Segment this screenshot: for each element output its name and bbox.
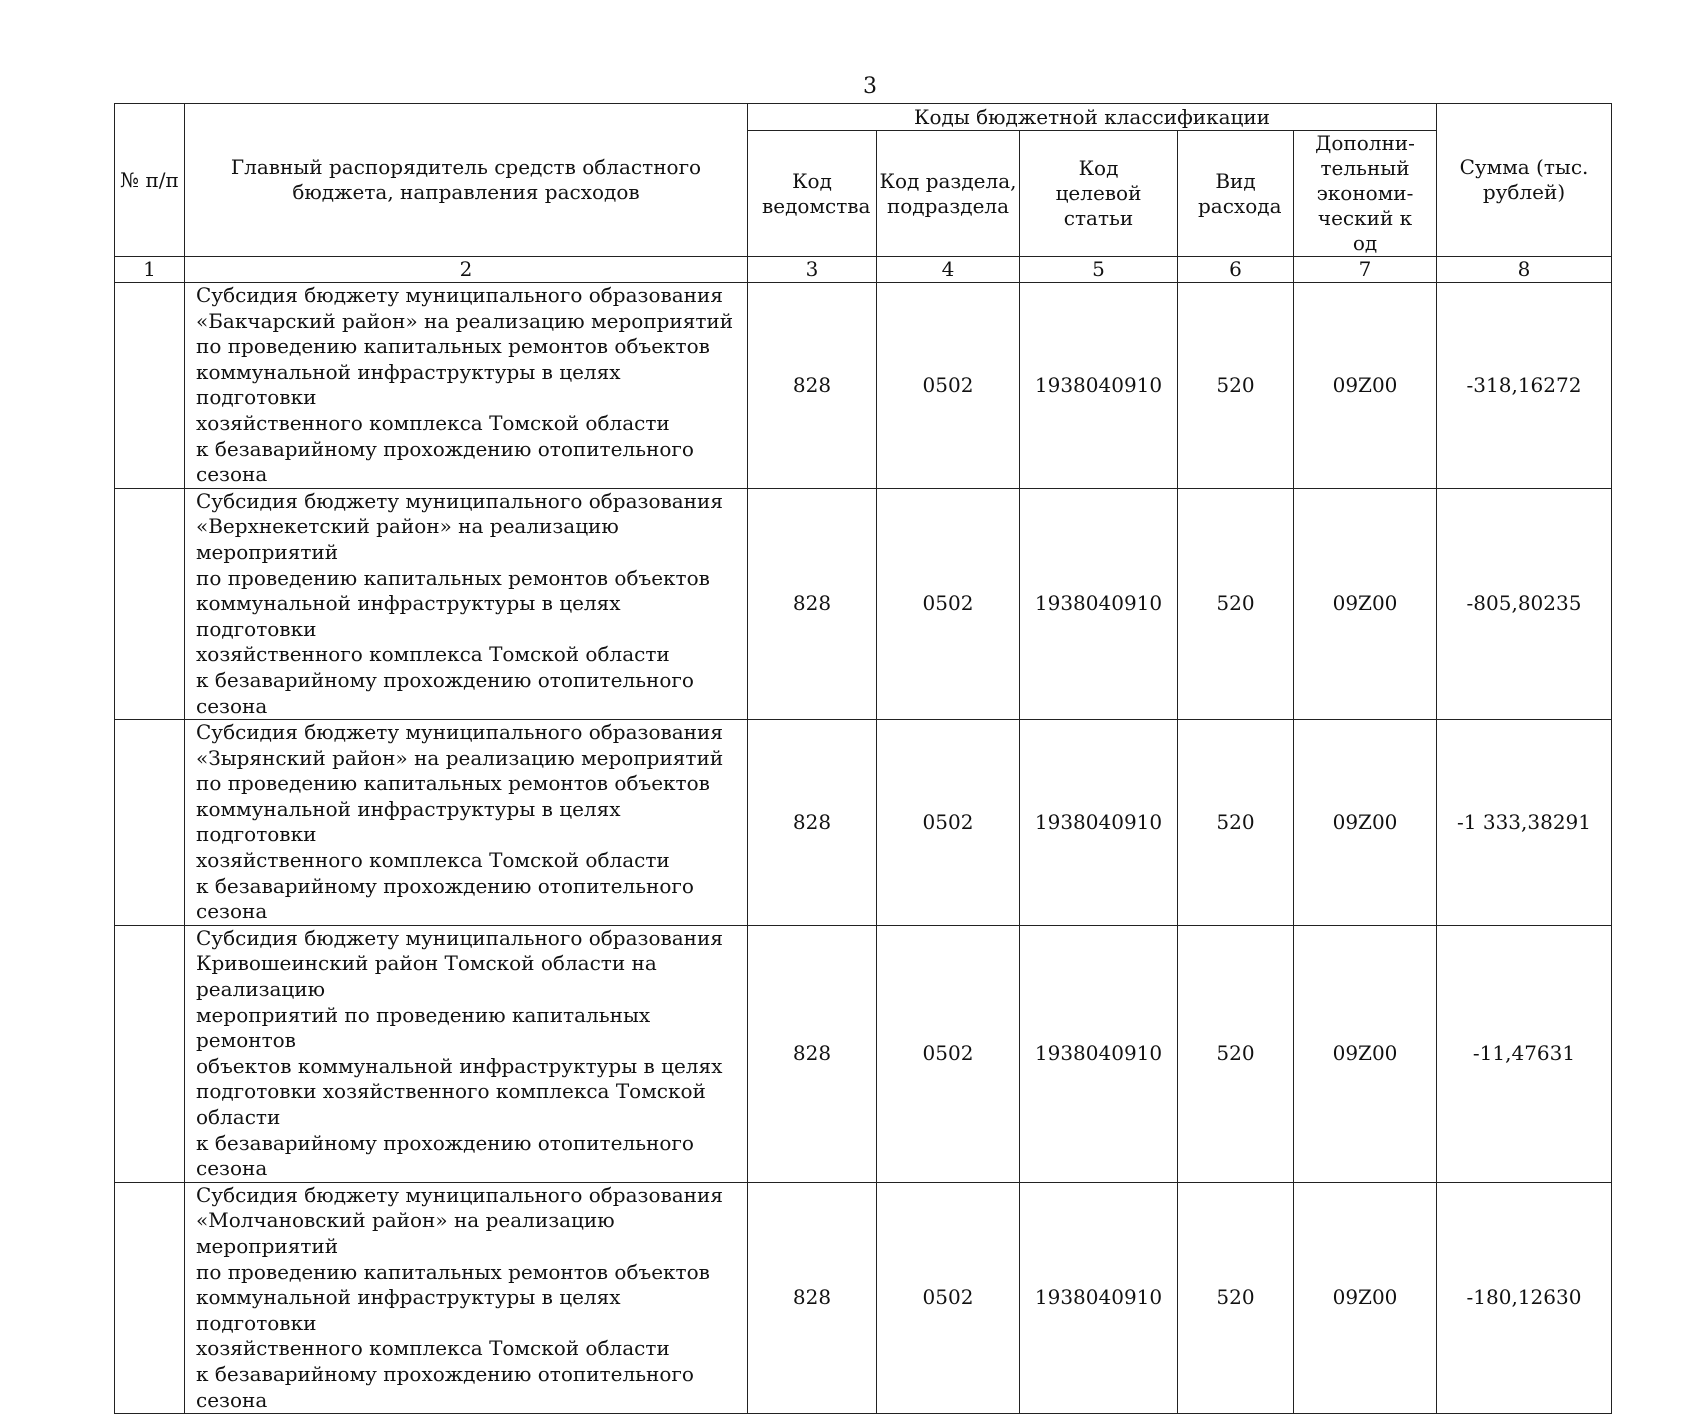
row-num: [115, 1182, 185, 1413]
col-number: 1: [115, 257, 185, 283]
table-row: [115, 1182, 1612, 1413]
row-num: [115, 283, 185, 489]
row-dept-code: 828: [748, 488, 877, 719]
header-main: Главный распорядитель средств областного бюджета, направления расходов: [185, 104, 748, 257]
row-expense-type: 520: [1178, 720, 1294, 926]
header-section-code: Код раздела, подраздела: [877, 131, 1020, 257]
row-description: Субсидия бюджету муниципального образования «Верхнекетский район» на реализацию мероприятий по проведению капитальных ремонтов объектов коммунальной инфраструктуры в целях подготовки хозяйственного комплекса Томской области к безаварийному прохождению отопительного сезона: [185, 488, 748, 719]
table-row: [115, 488, 1612, 719]
row-section-code: 0502: [877, 1182, 1020, 1413]
row-target-code: 1938040910: [1020, 1182, 1178, 1413]
row-expense-type: 520: [1178, 488, 1294, 719]
row-extra-code: 09Z00: [1294, 925, 1437, 1182]
header-num: № п/п: [115, 104, 185, 257]
row-section-code: 0502: [877, 488, 1020, 719]
row-sum: -805,80235: [1437, 488, 1612, 719]
row-extra-code: 09Z00: [1294, 720, 1437, 926]
row-section-code: 0502: [877, 925, 1020, 1182]
header-codes-group: Коды бюджетной классификации: [748, 104, 1437, 131]
header-extra-code: Дополни-тельный экономи-ческий код: [1294, 131, 1437, 257]
budget-table: [114, 103, 1612, 1414]
row-sum: -318,16272: [1437, 283, 1612, 489]
page-number: 3: [863, 74, 877, 99]
row-dept-code: 828: [748, 1182, 877, 1413]
table-row: [115, 925, 1612, 1182]
row-expense-type: 520: [1178, 925, 1294, 1182]
row-expense-type: 520: [1178, 283, 1294, 489]
row-section-code: 0502: [877, 283, 1020, 489]
row-extra-code: 09Z00: [1294, 488, 1437, 719]
row-num: [115, 925, 185, 1182]
row-section-code: 0502: [877, 720, 1020, 926]
row-dept-code: 828: [748, 925, 877, 1182]
col-number: 2: [185, 257, 748, 283]
row-target-code: 1938040910: [1020, 720, 1178, 926]
row-target-code: 1938040910: [1020, 283, 1178, 489]
row-extra-code: 09Z00: [1294, 283, 1437, 489]
col-number: 6: [1178, 257, 1294, 283]
row-description: Субсидия бюджету муниципального образования «Бакчарский район» на реализацию мероприятий по проведению капитальных ремонтов объектов коммунальной инфраструктуры в целях подготовки хозяйственного комплекса Томской области к безаварийному прохождению отопительного сезона: [185, 283, 748, 489]
row-target-code: 1938040910: [1020, 925, 1178, 1182]
row-description: Субсидия бюджету муниципального образования «Молчановский район» на реализацию мероприятий по проведению капитальных ремонтов объектов коммунальной инфраструктуры в целях подготовки хозяйственного комплекса Томской области к безаварийному прохождению отопительного сезона: [185, 1182, 748, 1413]
row-sum: -180,12630: [1437, 1182, 1612, 1413]
table-header: [115, 104, 1612, 283]
header-expense-type: Вид расхода: [1178, 131, 1294, 257]
row-expense-type: 520: [1178, 1182, 1294, 1413]
row-sum: -11,47631: [1437, 925, 1612, 1182]
row-num: [115, 488, 185, 719]
column-number-row: [115, 257, 1612, 283]
row-dept-code: 828: [748, 720, 877, 926]
row-dept-code: 828: [748, 283, 877, 489]
row-description: Субсидия бюджету муниципального образования Кривошеинский район Томской области на реализацию мероприятий по проведению капитальных ремонтов объектов коммунальной инфраструктуры в целях подготовки хозяйственного комплекса Томской области к безаварийному прохождению отопительного сезона: [185, 925, 748, 1182]
row-extra-code: 09Z00: [1294, 1182, 1437, 1413]
row-num: [115, 720, 185, 926]
row-description: Субсидия бюджету муниципального образования «Зырянский район» на реализацию мероприятий по проведению капитальных ремонтов объектов коммунальной инфраструктуры в целях подготовки хозяйственного комплекса Томской области к безаварийному прохождению отопительного сезона: [185, 720, 748, 926]
header-target-code: Код целевой статьи: [1020, 131, 1178, 257]
row-sum: -1 333,38291: [1437, 720, 1612, 926]
col-number: 4: [877, 257, 1020, 283]
col-number: 3: [748, 257, 877, 283]
header-sum: Сумма (тыс. рублей): [1437, 104, 1612, 257]
table-row: [115, 720, 1612, 926]
col-number: 5: [1020, 257, 1178, 283]
table-row: [115, 283, 1612, 489]
col-number: 8: [1437, 257, 1612, 283]
header-dept-code: Код ведомства: [748, 131, 877, 257]
row-target-code: 1938040910: [1020, 488, 1178, 719]
col-number: 7: [1294, 257, 1437, 283]
